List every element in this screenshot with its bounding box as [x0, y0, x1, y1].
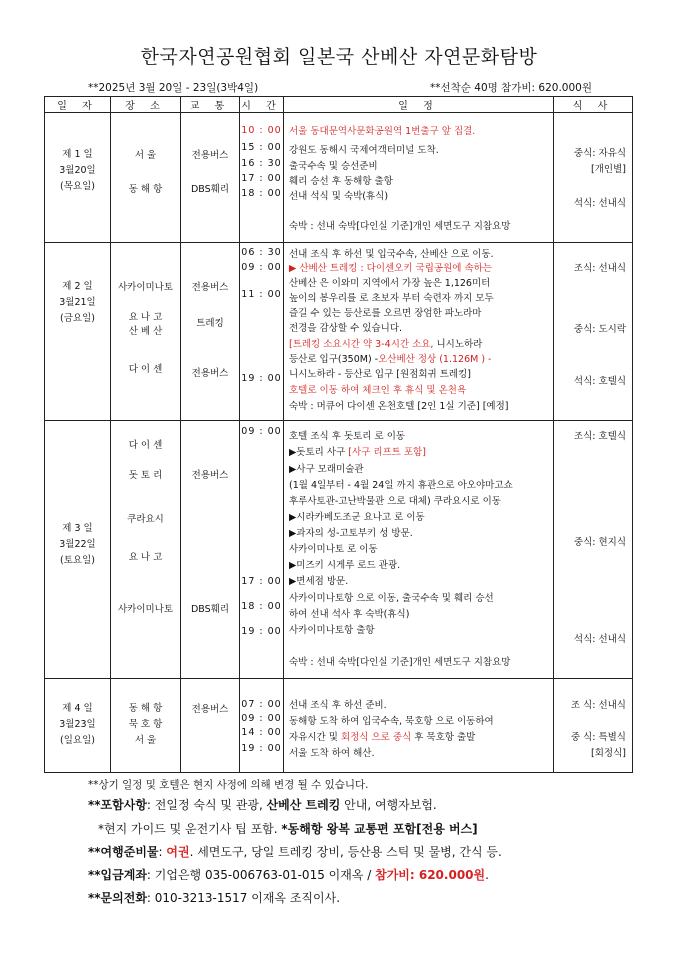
table-row	[45, 243, 633, 421]
footer-phone	[88, 889, 340, 906]
place: 서 울	[134, 735, 157, 746]
day-cell	[45, 421, 111, 679]
table-row	[45, 679, 633, 773]
schedule-text: 후 묵호항 출발	[411, 732, 476, 743]
schedule-line: 산베산 은 이와미 지역에서 가장 높은 1,126미터	[289, 278, 491, 289]
meal: 조 식: 선내식	[570, 700, 626, 711]
document-title: 한국자연공원협회 일본국 산베산 자연문화탐방	[140, 46, 538, 68]
lodging-line: 숙박 : 선내 숙박[다인실 기준]개인 세면도구 지참요망	[289, 221, 511, 232]
header-schedule: 일 정	[284, 97, 554, 113]
includes-label: **포함사항	[88, 798, 147, 812]
schedule-line: 훼리 승선 후 동해항 출항	[289, 176, 393, 187]
capacity-price: **선착순 40명 참가비: 620.000원	[430, 82, 592, 94]
day-cell	[45, 243, 111, 421]
schedule-line: ▶시라카베도조군 요나고 로 이동	[289, 512, 425, 523]
time: 16 : 30	[241, 158, 282, 169]
includes-tail: 안내, 여행자보험.	[340, 798, 437, 812]
time: 17 : 00	[241, 576, 282, 587]
day-weekday: (목요일)	[60, 181, 95, 192]
meal-cell	[554, 679, 633, 773]
place: 요 나 고	[128, 312, 163, 323]
time-cell	[240, 421, 284, 679]
schedule-line: ▶사구 모래미술관	[289, 464, 364, 475]
time-cell	[240, 113, 284, 243]
place: 돗 토 리	[128, 470, 163, 481]
meal: 조식: 선내식	[573, 263, 626, 274]
time: 19 : 00	[241, 626, 282, 637]
place-cell	[111, 243, 181, 421]
schedule-line: 호텔 조식 후 돗토리 로 이동	[289, 431, 406, 442]
schedule-line: 하여 선내 석사 후 숙박(휴식)	[289, 609, 410, 620]
schedule-text: 니시노하라	[433, 339, 483, 350]
transport-cell	[181, 243, 240, 421]
schedule-line: ▶면세점 방문.	[289, 576, 349, 587]
transport: DBS훼리	[190, 184, 230, 195]
header-date: 일 자	[45, 97, 111, 113]
place: 사카이미나토	[117, 282, 174, 293]
time: 18 : 00	[241, 188, 282, 199]
schedule-line: 높이의 봉우리를 로 초보자 부터 숙련자 까지 모두	[289, 293, 494, 304]
meal-cell	[554, 243, 633, 421]
time: 14 : 00	[241, 727, 282, 738]
schedule-line	[289, 351, 491, 365]
schedule-cell	[284, 679, 554, 773]
schedule-line: ▶과자의 성-고토부키 성 방문.	[289, 528, 413, 539]
passport-highlight: 여권	[166, 845, 190, 859]
time: 06 : 30	[241, 247, 282, 258]
schedule-line: 니시노하라 - 등산로 입구 [원점회귀 트레킹]	[289, 369, 471, 380]
transport-cell	[181, 679, 240, 773]
place: 사카이미나토	[117, 604, 174, 615]
day-number: 제 4 일	[62, 703, 93, 714]
transport: 전용버스	[191, 704, 229, 715]
time: 07 : 00	[241, 699, 282, 710]
time: 19 : 00	[241, 373, 282, 384]
account-end: .	[485, 868, 489, 882]
table-header-row	[45, 97, 633, 113]
schedule-cell	[284, 113, 554, 243]
footer-preparation	[88, 843, 502, 860]
day-weekday: (금요일)	[60, 313, 95, 324]
schedule-line	[289, 336, 482, 350]
time-cell	[240, 243, 284, 421]
schedule-line: 사카이미나토항 출항	[289, 625, 375, 636]
meal: 중식: 자유식	[573, 148, 626, 159]
time: 11 : 00	[241, 289, 282, 300]
time: 09 : 00	[241, 262, 282, 273]
time-cell	[240, 679, 284, 773]
lunch-highlight: 회정식 으로 중식	[340, 732, 412, 743]
account-text: : 기업은행 035-006763-01-015 이재옥 /	[146, 868, 376, 882]
meal: 석식: 선내식	[573, 634, 626, 645]
place: 동 해 항	[128, 703, 163, 714]
schedule-line	[289, 260, 492, 274]
meal: [개인별]	[591, 164, 626, 175]
time: 09 : 00	[241, 713, 282, 724]
meal-cell	[554, 113, 633, 243]
meal: 중식: 도시락	[573, 324, 626, 335]
transport: 트레킹	[196, 318, 224, 329]
schedule-line: 선내 조식 후 하선 및 입국수속, 산베산 으로 이동.	[289, 249, 494, 260]
transport: 전용버스	[191, 150, 229, 161]
time: 19 : 00	[241, 743, 282, 754]
time: 18 : 00	[241, 601, 282, 612]
header-transport: 교 통	[181, 97, 240, 113]
lodging-line: 숙박 : 머큐어 다이센 온천호텔 [2인 1실 기준] [예정]	[289, 401, 509, 412]
prep-colon: :	[158, 845, 167, 859]
includes-text: : 전일정 숙식 및 관광,	[146, 798, 267, 812]
place-cell	[111, 679, 181, 773]
meal-cell	[554, 421, 633, 679]
trekking-highlight: ▶ 산베산 트레킹 : 다이센오키 국립공원에 속하는	[289, 263, 492, 274]
phone-label: **문의전화	[88, 891, 147, 905]
schedule-text: 등산로 입구(350M) -	[289, 354, 379, 365]
day-number: 제 1 일	[62, 149, 93, 160]
phone-text: : 010-3213-1517 이재옥 조직이사.	[146, 891, 341, 905]
schedule-line: 전경을 감상할 수 있습니다.	[289, 323, 403, 334]
day-number: 제 2 일	[62, 281, 93, 292]
schedule-line: 서울 도착 하여 해산.	[289, 748, 375, 759]
place: 다 이 센	[128, 364, 163, 375]
transport: 전용버스	[191, 282, 229, 293]
time: 09 : 00	[241, 426, 282, 437]
meal: 석식: 호텔식	[573, 376, 626, 387]
transport: DBS훼리	[190, 604, 230, 615]
table-row	[45, 421, 633, 679]
schedule-line: 동해항 도착 하여 입국수속, 묵호항 으로 이동하여	[289, 716, 494, 727]
lift-highlight: [사구 리프트 포함]	[348, 447, 426, 458]
footer-account	[88, 866, 489, 883]
schedule-line: 사카이미나토항 으로 이동, 출국수속 및 훼리 승선	[289, 593, 494, 604]
schedule-line: 출국수속 및 승선준비	[289, 161, 378, 172]
transport: 전용버스	[191, 470, 229, 481]
header-time: 시 간	[240, 97, 284, 113]
place-cell	[111, 421, 181, 679]
transport: 전용버스	[191, 368, 229, 379]
place: 요 나 고	[128, 552, 163, 563]
day-date: 3월23일	[59, 719, 96, 730]
trip-dates: **2025년 3월 20일 - 23일(3박4일)	[88, 82, 259, 94]
day-weekday: (일요일)	[60, 735, 95, 746]
place: 산 베 산	[128, 326, 163, 337]
guide-tips-text: *현지 가이드 및 운전기사 팁 포함.	[98, 822, 282, 836]
schedule-line: 강원도 동해시 국제여객터미널 도착.	[289, 145, 439, 156]
place: 묵 호 항	[128, 719, 163, 730]
meal: [회정식]	[591, 748, 626, 759]
duration-highlight: [트레킹 소요시간 약 3-4시간 소요,	[289, 339, 434, 350]
transport-cell	[181, 113, 240, 243]
transport-included: *동해항 왕복 교통편 포함[전용 버스]	[281, 822, 478, 836]
includes-bold: 산베산 트레킹	[266, 798, 341, 812]
fee-highlight: 참가비: 620.000원	[375, 868, 486, 882]
schedule-line: 선내 조식 후 하선 준비.	[289, 700, 387, 711]
day-cell	[45, 113, 111, 243]
day-date: 3월20일	[59, 165, 96, 176]
schedule-line: 선내 석식 및 숙박(휴식)	[289, 191, 389, 202]
day-cell	[45, 679, 111, 773]
transport-cell	[181, 421, 240, 679]
place: 쿠라요시	[127, 514, 164, 525]
change-notice: **상기 일정 및 호텔은 현지 사정에 의해 변경 될 수 있습니다.	[88, 779, 369, 791]
schedule-line: 후루사토관-고난박물관 으로 대체) 쿠라요시로 이동	[289, 496, 501, 507]
schedule-text: 자유시간 및	[289, 732, 341, 743]
schedule-line: 사카이미나토 로 이동	[289, 544, 378, 555]
day-number: 제 3 일	[62, 523, 93, 534]
meal: 중 식: 특별식	[570, 732, 626, 743]
table-row	[45, 113, 633, 243]
schedule-line: 호텔로 이동 하여 체크인 후 휴식 및 온천욕	[289, 385, 467, 396]
header-meal: 식 사	[554, 97, 633, 113]
day-date: 3월22일	[59, 539, 96, 550]
time: 10 : 00	[241, 125, 282, 136]
place: 동 해 항	[128, 184, 163, 195]
header-place: 장 소	[111, 97, 181, 113]
schedule-line	[289, 444, 426, 458]
place: 서 울	[134, 150, 157, 161]
schedule-line: (1월 4일부터 - 4월 24일 까지 휴관으로 아오야마고쇼	[289, 480, 513, 491]
day-weekday: (토요일)	[60, 555, 95, 566]
time: 15 : 00	[241, 142, 282, 153]
meal: 석식: 선내식	[573, 198, 626, 209]
time: 17 : 00	[241, 173, 282, 184]
meal: 중식: 현지식	[573, 537, 626, 548]
place-cell	[111, 113, 181, 243]
schedule-cell	[284, 243, 554, 421]
schedule-table	[44, 96, 633, 773]
schedule-cell	[284, 421, 554, 679]
summit-highlight: 오산베산 정상 (1.126M ) -	[378, 354, 492, 365]
schedule-line: ▶미즈키 시게루 로드 관광.	[289, 560, 401, 571]
account-label: **입금계좌	[88, 868, 147, 882]
prep-label: **여행준비물	[88, 845, 159, 859]
schedule-text: ▶돗토리 사구	[289, 447, 346, 458]
day-date: 3월21일	[59, 297, 96, 308]
prep-text: . 세면도구, 당일 트레킹 장비, 등산용 스틱 및 물병, 간식 등.	[189, 845, 502, 859]
lodging-line: 숙박 : 선내 숙박[다인실 기준]개인 세면도구 지참요망	[289, 657, 511, 668]
meal: 조식: 호텔식	[573, 431, 626, 442]
place: 다 이 센	[128, 440, 163, 451]
schedule-line: 서울 동대문역사문화공원역 1번출구 앞 집결.	[289, 126, 476, 137]
footer-includes	[88, 796, 437, 813]
schedule-line	[289, 729, 475, 743]
schedule-line: 즐길 수 있는 등산로를 오르면 장엄한 파노라마	[289, 308, 482, 319]
footer-guide-tips	[98, 820, 478, 837]
